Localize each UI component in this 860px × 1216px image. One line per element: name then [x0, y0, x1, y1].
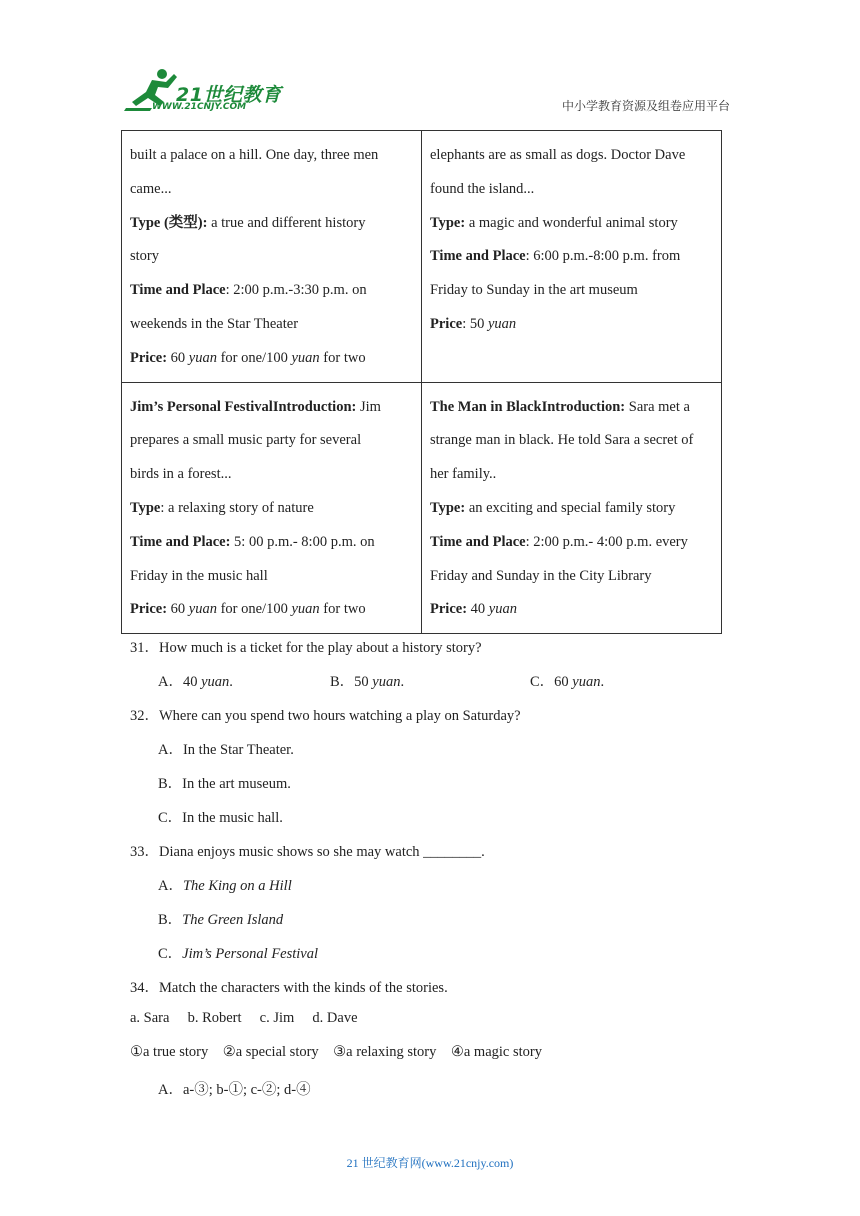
- currency: yuan: [291, 349, 320, 366]
- time-line: [130, 274, 413, 308]
- type-label: Type (类型):: [130, 214, 208, 231]
- price-value: 40: [467, 601, 489, 618]
- price-label: Price:: [430, 601, 468, 618]
- type-value: : a relaxing story of nature: [160, 499, 314, 516]
- price-label: Price:: [130, 349, 168, 366]
- type-value: a magic and wonderful animal story: [465, 214, 678, 231]
- story-kinds-list: ①a true story ②a special story ③a relaxing story ④a magic story: [130, 1044, 542, 1060]
- option-label: A．: [158, 878, 183, 894]
- type-label: Type: [130, 499, 161, 516]
- type-label: Type:: [430, 499, 466, 516]
- page-header: [0, 0, 860, 120]
- time-line: [430, 240, 713, 274]
- price-value: for one/100: [216, 349, 292, 366]
- price-value: for one/100: [216, 601, 292, 618]
- option-b[interactable]: B．In the art museum.: [158, 776, 291, 792]
- option-c[interactable]: C．In the music hall.: [158, 810, 283, 826]
- option-a[interactable]: A．a-③; b-①; c-②; d-④: [158, 1082, 311, 1098]
- play-cell-man-in-black: [422, 382, 722, 634]
- type-line: [130, 207, 413, 241]
- intro-line: built a palace on a hill. One day, three men: [130, 147, 379, 163]
- price-label: Price: [430, 315, 463, 332]
- option-end: .: [229, 674, 233, 690]
- intro-line: [130, 391, 413, 425]
- option-italic: Jim’s Personal Festival: [182, 946, 319, 962]
- option-italic: yuan: [201, 674, 230, 690]
- price-value: 60: [167, 601, 189, 618]
- intro-text: Jim: [356, 398, 381, 415]
- type-value: an exciting and special family story: [465, 499, 676, 516]
- time-label: Time and Place: [430, 533, 526, 550]
- time-label: Time and Place:: [130, 533, 231, 550]
- time-line-cont: Friday and Sunday in the City Library: [430, 567, 652, 584]
- option-end: .: [400, 674, 405, 690]
- page-footer[interactable]: 21 世纪教育网(www.21cnjy.com): [346, 1156, 514, 1170]
- currency: yuan: [487, 315, 517, 332]
- option-label: C．60: [530, 674, 573, 690]
- play-info-table: [121, 130, 722, 634]
- intro-line: elephants are as small as dogs. Doctor Dave: [430, 147, 686, 163]
- time-line-cont: Friday in the music hall: [130, 567, 268, 584]
- type-line-cont: story: [130, 248, 159, 265]
- time-line-cont: Friday to Sunday in the art museum: [430, 282, 638, 299]
- time-line: [430, 526, 713, 560]
- type-value: a true and different history: [207, 214, 366, 231]
- currency: yuan: [488, 601, 517, 618]
- time-value: 5: 00 p.m.- 8:00 p.m. on: [230, 533, 375, 550]
- option-end: .: [600, 674, 605, 690]
- intro-line: [430, 391, 713, 425]
- time-line: [130, 526, 413, 560]
- option-label: A．40: [158, 674, 202, 690]
- option-label: B．50: [330, 674, 373, 690]
- option-a[interactable]: [158, 874, 292, 895]
- time-value: : 2:00 p.m.-3:30 p.m. on: [225, 282, 367, 299]
- intro-line: found the island...: [430, 180, 535, 197]
- type-line: [130, 492, 413, 526]
- price-value: for two: [319, 601, 366, 618]
- type-label: Type:: [430, 214, 466, 231]
- option-italic: The King on a Hill: [182, 878, 292, 894]
- option-a[interactable]: A．In the Star Theater.: [158, 742, 294, 758]
- time-label: Time and Place: [430, 248, 526, 265]
- intro-line: prepares a small music party for several: [130, 432, 362, 449]
- option-b[interactable]: [330, 670, 404, 691]
- play-title: The Man in BlackIntroduction:: [430, 398, 626, 415]
- play-cell-green-island: [422, 131, 722, 383]
- price-value: 60: [167, 349, 189, 366]
- logo-url-text: WWW.21CNJY.COM: [152, 102, 247, 112]
- time-value: : 2:00 p.m.- 4:00 p.m. every: [525, 533, 688, 550]
- intro-line: came...: [130, 180, 172, 197]
- play-cell-jims-festival: [122, 382, 422, 634]
- site-logo[interactable]: [122, 66, 292, 116]
- option-label: C．: [158, 946, 183, 962]
- price-label: Price:: [130, 601, 168, 618]
- time-label: Time and Place: [130, 282, 226, 299]
- question-31: 31．How much is a ticket for the play about a history story?: [130, 640, 482, 656]
- header-tagline: 中小学教育资源及组卷应用平台: [561, 99, 730, 113]
- option-c[interactable]: [530, 670, 604, 691]
- table-row: [122, 382, 722, 634]
- intro-line: birds in a forest...: [130, 466, 232, 483]
- option-c[interactable]: [158, 942, 318, 963]
- play-title: Jim’s Personal FestivalIntroduction:: [130, 398, 357, 415]
- intro-text: Sara met a: [625, 398, 690, 415]
- table-row: [122, 131, 722, 383]
- currency: yuan: [188, 349, 217, 366]
- option-b[interactable]: [158, 908, 283, 929]
- currency: yuan: [291, 601, 320, 618]
- type-line: [430, 492, 713, 526]
- option-label: B．: [158, 912, 183, 928]
- question-32: 32．Where can you spend two hours watching a play on Saturday?: [130, 708, 521, 724]
- logo-brand-text: 21世纪教育: [176, 84, 282, 106]
- price-line: [430, 593, 713, 627]
- option-italic: yuan: [372, 674, 401, 690]
- option-italic: The Green Island: [182, 912, 284, 928]
- question-34: 34．Match the characters with the kinds of the stories.: [130, 980, 448, 996]
- type-line: [430, 207, 713, 241]
- price-value: for two: [319, 349, 366, 366]
- play-cell-king-on-a-hill: [122, 131, 422, 383]
- price-line: [130, 342, 413, 376]
- currency: yuan: [188, 601, 217, 618]
- option-a[interactable]: [158, 670, 233, 691]
- time-value: : 6:00 p.m.-8:00 p.m. from: [525, 248, 681, 265]
- intro-line: strange man in black. He told Sara a secret of: [430, 432, 694, 449]
- price-value: : 50: [462, 315, 488, 332]
- time-line-cont: weekends in the Star Theater: [130, 315, 299, 332]
- intro-line: her family..: [430, 466, 497, 483]
- price-line: [130, 593, 413, 627]
- option-italic: yuan: [572, 674, 601, 690]
- characters-list: a. Sara b. Robert c. Jim d. Dave: [130, 1010, 358, 1026]
- question-33: 33．Diana enjoys music shows so she may watch ________.: [130, 844, 485, 860]
- price-line: [430, 308, 713, 342]
